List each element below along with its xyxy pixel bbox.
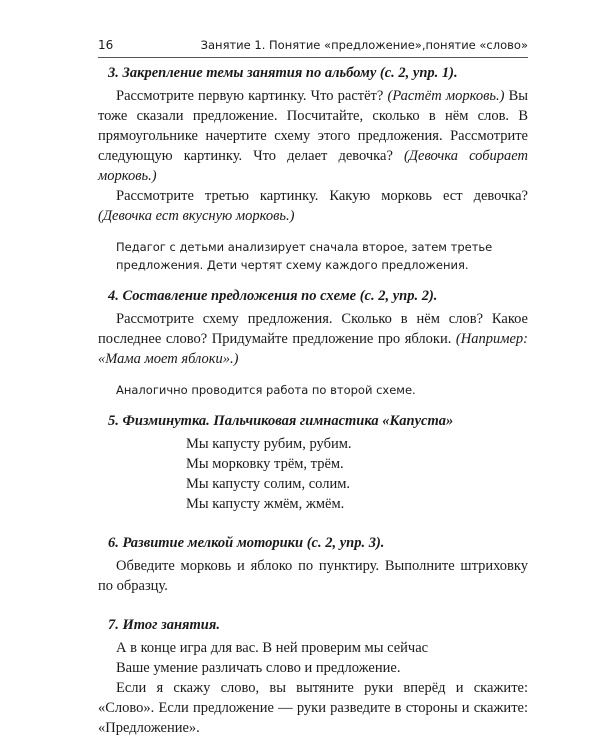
section-7-line-2: Ваше умение различать слово и предложение.: [116, 660, 401, 676]
section-7-paragraph-3: Если я скажу слово, вы вытяните руки вперёд и скажите: «Слово». Если предложение — руки разведите в стороны и скажите: «Предложение».: [98, 680, 528, 736]
s3-p1-text-a: Рассмотрите первую картинку. Что растёт?: [116, 88, 388, 104]
section-4-teacher-note: Аналогично проводится работа по второй схеме.: [116, 383, 416, 397]
poem-line: Мы капусту солим, солим.: [186, 476, 351, 492]
page-content: [98, 64, 528, 738]
section-5-heading: 5. Физминутка. Пальчиковая гимнастика «Капуста»: [108, 413, 454, 429]
section-3-teacher-note: Педагог с детьми анализирует сначала второе, затем третье предложения. Дети чертят схему каждого предложения.: [116, 240, 493, 272]
section-3-paragraph-2: [98, 186, 528, 226]
header-rule: [98, 57, 528, 58]
section-3-heading: 3. Закрепление темы занятия по альбому (с. 2, упр. 1).: [108, 65, 458, 81]
running-head: Занятие 1. Понятие «предложение»,понятие «слово»: [200, 38, 528, 52]
section-4-paragraph-1: [98, 309, 528, 369]
s4-p1-example: (Например: «Мама моет яблоки».): [98, 331, 528, 367]
section-6-paragraph-1: Обведите морковь и яблоко по пунктиру. Выполните штриховку по образцу.: [98, 558, 528, 594]
section-6-heading: 6. Развитие мелкой моторики (с. 2, упр. 3).: [108, 535, 385, 551]
s3-p2-text-a: Рассмотрите третью картинку. Какую морковь ест девочка?: [116, 188, 528, 204]
s3-p1-answer-1: (Растёт морковь.): [387, 88, 505, 104]
section-7-line-1: А в конце игра для вас. В ней проверим мы сейчас: [116, 640, 429, 656]
page-number: 16: [98, 38, 114, 52]
s4-p1-text-a: Рассмотрите схему предложения. Сколько в нём слов? Какое последнее слово? Придумайте предложение про яблоки.: [98, 311, 528, 347]
page-header: [98, 38, 528, 56]
poem-line: Мы капусту жмём, жмём.: [186, 496, 345, 512]
poem-line: Мы капусту рубим, рубим.: [186, 436, 352, 452]
poem-line: Мы морковку трём, трём.: [186, 456, 344, 472]
section-7-heading: 7. Итог занятия.: [108, 617, 220, 633]
s3-p1-answer-2: (Девочка собирает морковь.): [98, 148, 528, 184]
s3-p2-answer: (Девочка ест вкусную морковь.): [98, 208, 295, 224]
section-3-paragraph-1: [98, 86, 528, 186]
section-4-heading: 4. Составление предложения по схеме (с. 2, упр. 2).: [108, 288, 438, 304]
s3-p1-text-c: Вы тоже сказали предложение. Посчитайте, сколько в нём слов. В прямоугольнике начертите схему этого предложения. Рассмотрите следующую картинку. Что делает девочка?: [98, 88, 528, 164]
